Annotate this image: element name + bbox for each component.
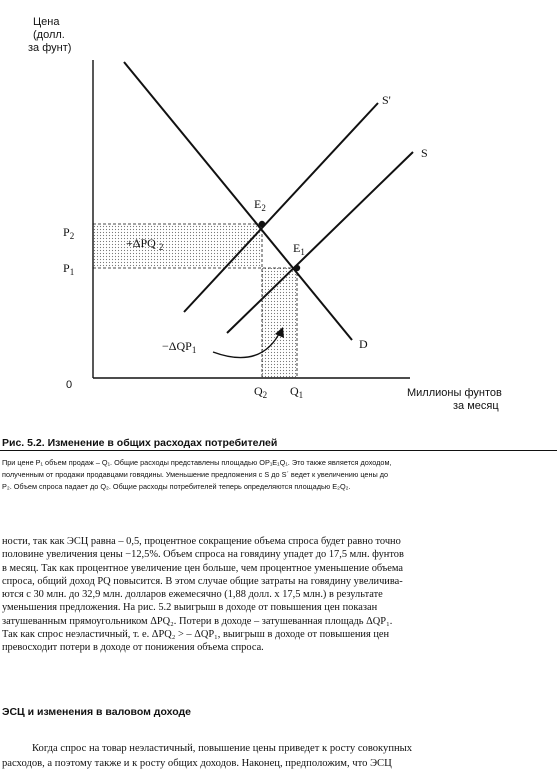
body-line: половине увеличения цены −12,5%. Объем спроса на говядину упадет до 17,5 млн. фунтов bbox=[2, 549, 404, 561]
loss-area bbox=[262, 268, 297, 378]
section-heading: ЭСЦ и изменения в валовом доходе bbox=[2, 706, 191, 718]
gain-area bbox=[93, 224, 262, 268]
q2-label: $Q_2$ bbox=[254, 384, 268, 400]
p1-label: $P_1$ bbox=[63, 261, 75, 277]
body-paragraph bbox=[0, 535, 557, 655]
supply-label: S bbox=[421, 146, 428, 160]
body-line: ности, так как ЭСЦ равна – 0,5, процентное сокращение объема спроса будет равно точно bbox=[2, 536, 401, 547]
caption-line: При цене P₁ объем продаж – Q₁. Общие расходы представлены площадью OP₁E₁Q₁. Это также является доходом, bbox=[2, 458, 392, 467]
tail-paragraph bbox=[0, 741, 557, 771]
e1-label: $E_1$ bbox=[293, 241, 305, 257]
e2-label: $E_2$ bbox=[254, 197, 266, 213]
body-line: Так как спрос неэластичный, т. е. ΔPQ₂ > – ΔQP₁, выигрыш в доходе от повышения цен bbox=[2, 629, 390, 641]
e2-point bbox=[259, 221, 265, 227]
y-axis-label-2: (долл. bbox=[33, 29, 65, 41]
caption-title: Рис. 5.2. Изменение в общих расходах потребителей bbox=[2, 437, 278, 449]
caption-line: полученным от продажи продавцами говядины. Уменьшение предложения с S до S´ ведет к увеличению цены до bbox=[2, 470, 389, 479]
tail-line: Когда спрос на товар неэластичный, повышение цены приведет к росту совокупных bbox=[32, 743, 413, 754]
body-line: затушеванным прямоугольником ΔPQ₂. Потери в доходе – затушеванная площадь ΔQP₁. bbox=[2, 615, 393, 627]
gain-label: +ΔPQ $_2$ bbox=[126, 236, 164, 252]
x-axis-label-2: за месяц bbox=[453, 400, 499, 412]
caption-line: P₂. Объем спроса падает до Q₂. Общие расходы потребителей теперь определяются площадью E₂Q₂. bbox=[2, 482, 351, 491]
tail-line: расходов, а поэтому также и к росту общих доходов. Наконец, предположим, что ЭСЦ bbox=[2, 758, 392, 769]
p2-label: $P_2$ bbox=[63, 225, 75, 241]
body-line: в месяц. Так как процентное увеличение цен больше, чем процентное уменьшение объема bbox=[2, 562, 404, 574]
y-axis-label-1: Цена bbox=[33, 16, 60, 28]
body-line: спроса, общий доход PQ повысится. В этом случае общие затраты на говядину увеличива- bbox=[2, 575, 403, 587]
demand-curve bbox=[124, 62, 352, 340]
loss-label: $-\Delta QP_1$ bbox=[162, 339, 197, 355]
body-line: превосходит потери в доходе от понижения объема спроса. bbox=[2, 642, 264, 654]
x-axis-label-1: Миллионы фунтов bbox=[407, 387, 502, 399]
y-axis-label-3: за фунт) bbox=[28, 42, 72, 54]
origin-label: 0 bbox=[66, 379, 73, 391]
body-line: уменьшения предложения. На рис. 5.2 выигрыш в доходе от повышения цен показан bbox=[2, 602, 378, 614]
q1-label: $Q_1$ bbox=[290, 384, 304, 400]
figure-caption bbox=[0, 434, 557, 493]
supply-shifted-label: S' bbox=[382, 93, 391, 107]
demand-label: D bbox=[359, 337, 368, 351]
e1-point bbox=[294, 265, 300, 271]
body-line: ются с 30 млн. до 32,9 млн. долларов ежемесячно (1,88 долл. х 17,5 млн.) в результате bbox=[2, 589, 383, 601]
